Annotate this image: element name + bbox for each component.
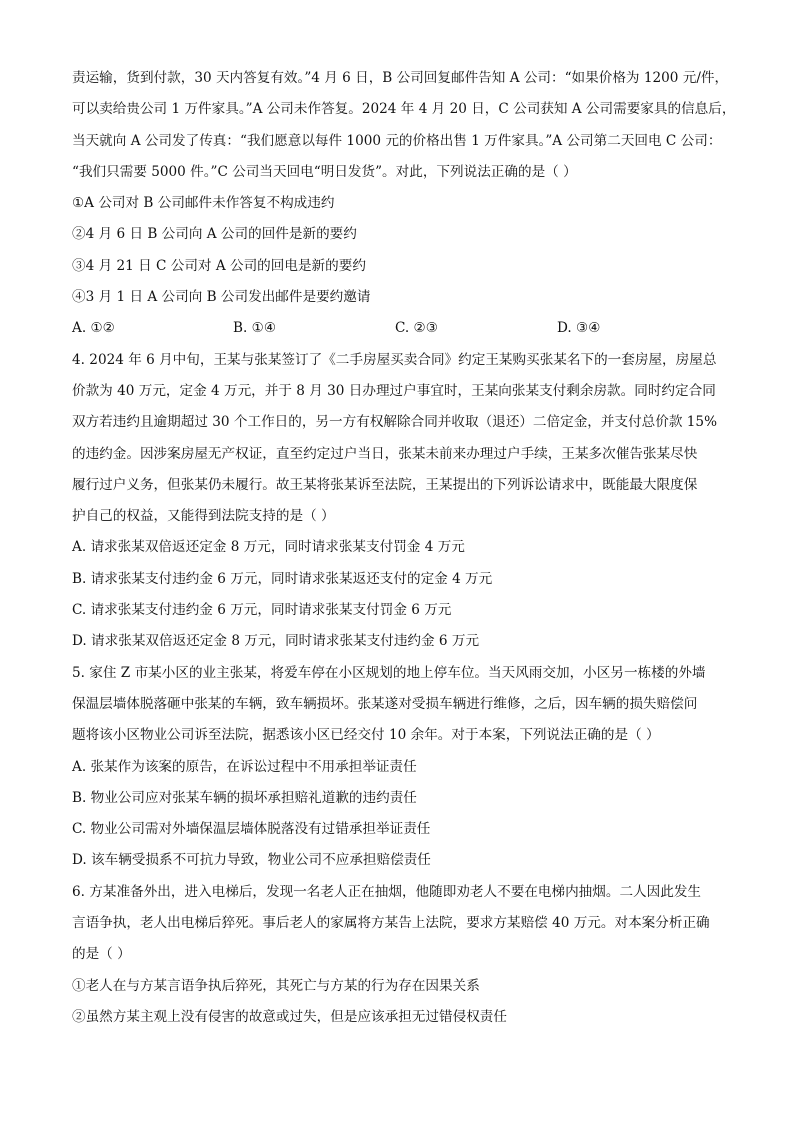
question-3-option-c: C. ②③ [395,320,438,337]
question-3-statement-1: ①A 公司对 B 公司邮件未作答复不构成违约 [72,195,335,212]
question-6-line-2: 言语争执，老人出电梯后猝死。事后老人的家属将方某告上法院，要求方某赔偿 40 万元。对本案分析正确 [72,915,710,932]
question-5-line-3: 题将该小区物业公司诉至法院，据悉该小区已经交付 10 余年。对于本案，下列说法正确的是（ ） [72,727,660,744]
question-5-option-a: A. 张某作为该案的原告，在诉讼过程中不用承担举证责任 [72,758,417,775]
exam-page [72,63,736,1033]
question-4-option-d: D. 请求张某双倍返还定金 8 万元，同时请求张某支付违约金 6 万元 [72,633,480,650]
question-4-line-1: 4. 2024 年 6 月中旬，王某与张某签订了《二手房屋买卖合同》约定王某购买张某名下的一套房屋，房屋总 [72,351,717,368]
question-4-line-3: 双方若违约且逾期超过 30 个工作日的，另一方有权解除合同并收取（退还）二倍定金，并支付总价款 15% [72,414,718,431]
question-3-line-2: 可以卖给贵公司 1 万件家具。”A 公司未作答复。2024 年 4 月 20 日，C 公司获知 A 公司需要家具的信息后， [72,101,736,118]
question-3-line-3: 当天就向 A 公司发了传真：“我们愿意以每件 1000 元的价格出售 1 万件家具。”A 公司第二天回电 C 公司： [72,132,722,149]
question-4-line-6: 护自己的权益，又能得到法院支持的是（ ） [72,508,335,525]
question-3-options [72,313,724,344]
question-5-option-b: B. 物业公司应对张某车辆的损坏承担赔礼道歉的违约责任 [72,789,417,806]
question-4-line-5: 履行过户义务，但张某仍未履行。故王某将张某诉至法院，王某提出的下列诉讼请求中，既能最大限度保 [72,476,698,493]
question-6-line-1: 6. 方某准备外出，进入电梯后，发现一名老人正在抽烟，他随即劝老人不要在电梯内抽烟。二人因此发生 [72,883,702,900]
question-3-line-1: 责运输，货到付款，30 天内答复有效。”4 月 6 日，B 公司回复邮件告知 A 公司：“如果价格为 1200 元/件， [72,70,729,86]
question-3-statement-2: ②4 月 6 日 B 公司向 A 公司的回件是新的要约 [72,226,357,243]
question-6-statement-2: ②虽然方某主观上没有侵害的故意或过失，但是应该承担无过错侵权责任 [72,1008,507,1025]
question-4 [72,345,724,658]
question-3 [72,63,736,345]
question-3-option-b: B. ①④ [233,320,277,337]
question-6-statement-1: ①老人在与方某言语争执后猝死，其死亡与方某的行为存在因果关系 [72,977,480,994]
question-5-option-d: D. 该车辆受损系不可抗力导致，物业公司不应承担赔偿责任 [72,852,431,869]
question-3-statement-3: ③4 月 21 日 C 公司对 A 公司的回电是新的要约 [72,257,366,274]
question-3-option-d: D. ③④ [557,320,601,337]
question-4-option-a: A. 请求张某双倍返还定金 8 万元，同时请求张某支付罚金 4 万元 [72,539,465,556]
question-5-option-c: C. 物业公司需对外墙保温层墙体脱落没有过错承担举证责任 [72,821,431,838]
question-4-line-4: 的违约金。因涉案房屋无产权证，直至约定过户当日，张某未前来办理过户手续，王某多次催告张某尽快 [72,445,698,462]
question-3-line-4: “我们只需要 5000 件。”C 公司当天回电“明日发货”。对此，下列说法正确的是（ ） [72,163,577,180]
question-5-line-1: 5. 家住 Z 市某小区的业主张某，将爱车停在小区规划的地上停车位。当天风雨交加，小区另一栋楼的外墙 [72,664,706,681]
question-6 [72,877,724,1033]
question-4-option-c: C. 请求张某支付违约金 6 万元，同时请求张某支付罚金 6 万元 [72,602,452,619]
question-5 [72,658,724,877]
question-4-line-2: 价款为 40 万元，定金 4 万元，并于 8 月 30 日办理过户事宜时，王某向张某支付剩余房款。同时约定合同 [72,382,716,399]
question-6-line-3: 的是（ ） [72,946,131,963]
question-5-line-2: 保温层墙体脱落砸中张某的车辆，致车辆损坏。张某遂对受损车辆进行维修，之后，因车辆的损失赔偿问 [72,695,698,712]
question-3-option-a: A. ①② [72,320,115,337]
question-3-statement-4: ④3 月 1 日 A 公司向 B 公司发出邮件是要约邀请 [72,289,371,306]
question-4-option-b: B. 请求张某支付违约金 6 万元，同时请求张某返还支付的定金 4 万元 [72,570,493,587]
